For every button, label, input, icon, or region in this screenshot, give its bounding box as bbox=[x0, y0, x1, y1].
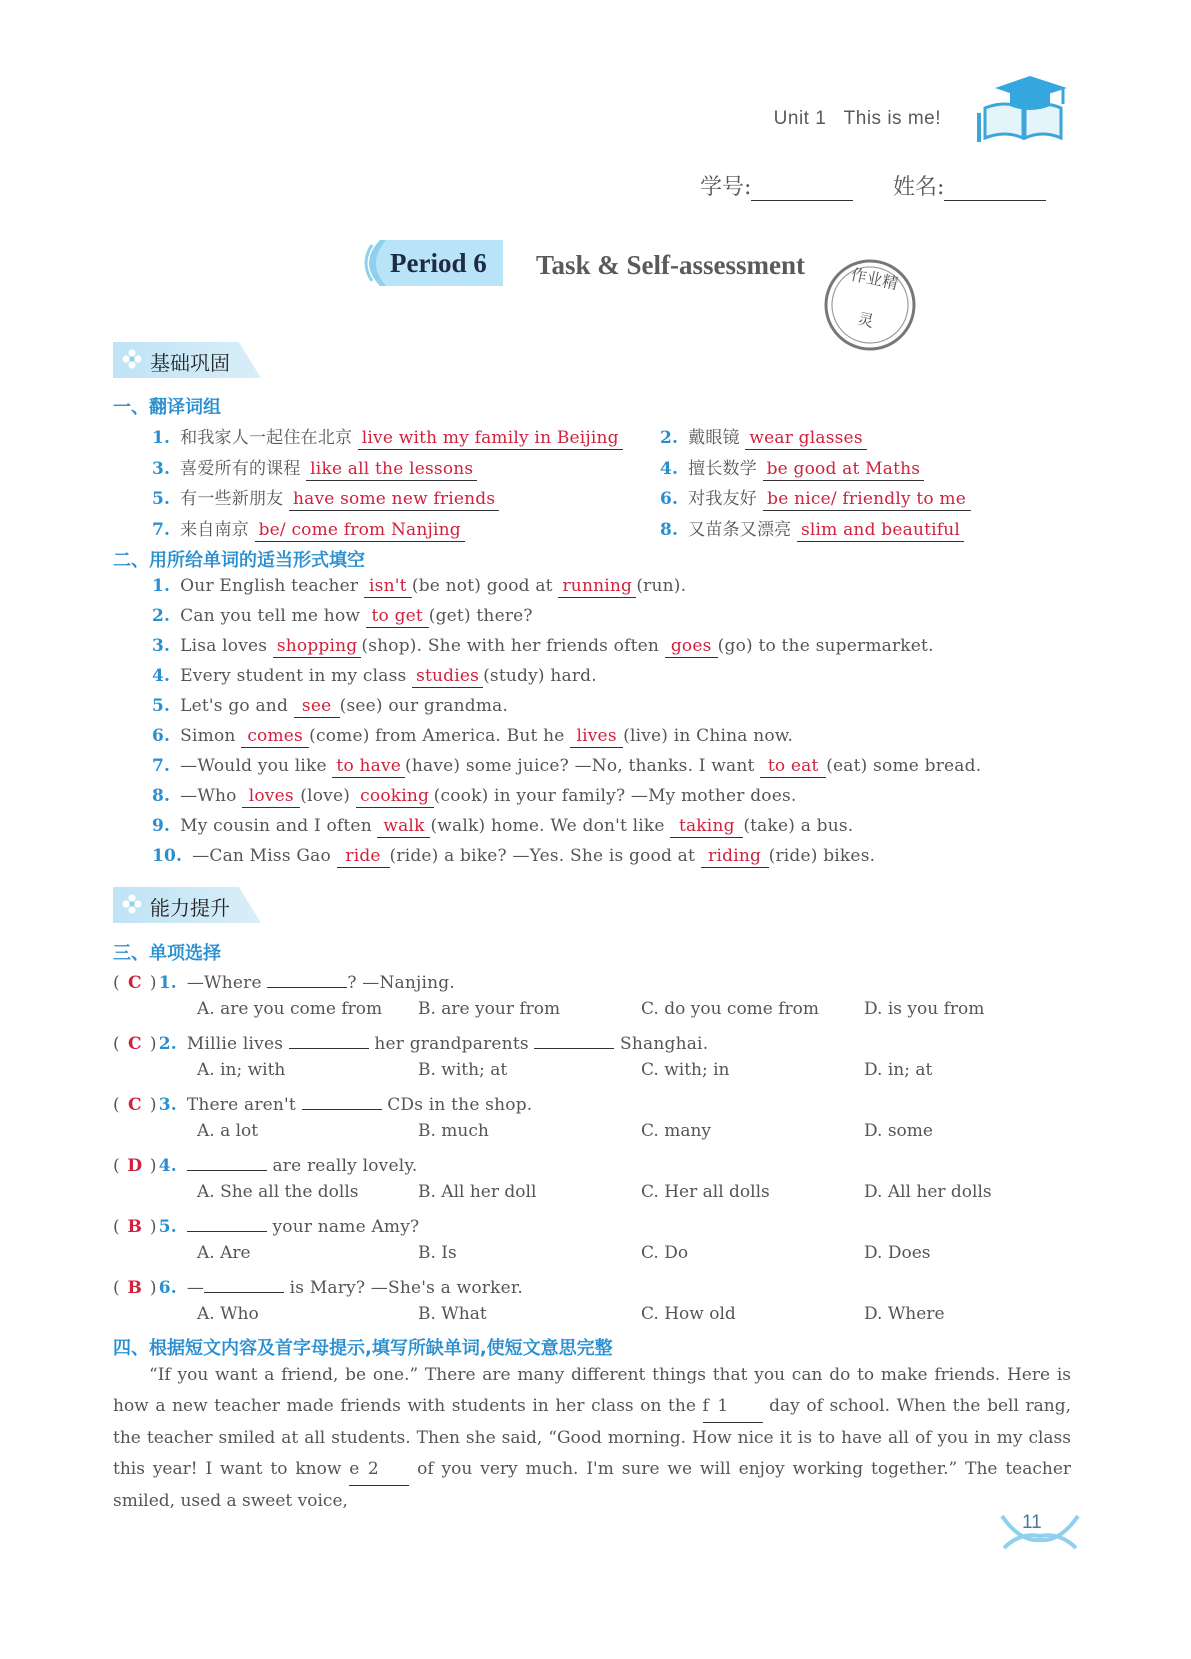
mc-blank bbox=[267, 969, 347, 988]
cross-flower-icon bbox=[121, 348, 143, 370]
mc-question: ( B ) 5. your name Amy? bbox=[113, 1213, 419, 1237]
mc-option[interactable]: A. a lot bbox=[197, 1121, 259, 1141]
unit-title: This is me! bbox=[843, 108, 941, 129]
section-banner-label: 能力提升 bbox=[150, 896, 230, 920]
period-label: Period 6 bbox=[390, 248, 487, 278]
mc-option[interactable]: C. Her all dolls bbox=[641, 1182, 770, 1202]
fill-in-question: 2. Can you tell me how to get (get) there? bbox=[152, 606, 533, 626]
translate-item: 5. 有一些新朋友 have some new friends bbox=[152, 484, 499, 511]
answer-blank[interactable]: shopping bbox=[273, 636, 362, 658]
mc-option[interactable]: D. in; at bbox=[864, 1060, 933, 1080]
mc-option[interactable]: A. Are bbox=[197, 1243, 251, 1263]
mc-option[interactable]: B. Is bbox=[418, 1243, 457, 1263]
fill-in-question: 9. My cousin and I often walk (walk) home. We don't like taking (take) a bus. bbox=[152, 816, 854, 836]
book-graduation-cap-icon bbox=[975, 68, 1075, 148]
passage-text: day of school. When the bell rang, the teacher smiled at all students. Then she said, “Good morning. How nice it is to have all of you in my class this year! I want to know bbox=[113, 1396, 1071, 1479]
answer-blank[interactable]: slim and beautiful bbox=[797, 520, 964, 542]
name-blank[interactable] bbox=[944, 178, 1046, 201]
unit-label: Unit 1 bbox=[773, 108, 827, 129]
answer-blank[interactable]: goes bbox=[665, 636, 718, 658]
mc-answer[interactable]: C bbox=[127, 973, 142, 993]
mc-blank bbox=[187, 1152, 267, 1171]
answer-blank[interactable]: wear glasses bbox=[745, 428, 866, 450]
name-label: 姓名: bbox=[893, 175, 945, 200]
mc-option[interactable]: A. in; with bbox=[197, 1060, 286, 1080]
mc-blank bbox=[302, 1091, 382, 1110]
mc-question: ( C ) 2. Millie lives her grandparents Shanghai. bbox=[113, 1030, 708, 1054]
fill-in-question: 10. —Can Miss Gao ride (ride) a bike? —Yes. She is good at riding (ride) bikes. bbox=[152, 846, 876, 866]
section-banner-label: 基础巩固 bbox=[150, 351, 230, 375]
answer-blank[interactable]: lives bbox=[570, 726, 623, 748]
answer-blank[interactable]: taking bbox=[670, 816, 743, 838]
mc-option[interactable]: C. Do bbox=[641, 1243, 689, 1263]
student-number-blank[interactable] bbox=[751, 178, 853, 201]
answer-blank[interactable]: to get bbox=[366, 606, 429, 628]
name-field bbox=[893, 170, 1046, 201]
answer-blank[interactable]: be/ come from Nanjing bbox=[255, 520, 465, 542]
mc-question: ( D ) 4. are really lovely. bbox=[113, 1152, 418, 1176]
mc-option[interactable]: A. are you come from bbox=[197, 999, 383, 1019]
fill-in-question: 5. Let's go and see (see) our grandma. bbox=[152, 696, 509, 716]
translate-item: 2. 戴眼镜 wear glasses bbox=[660, 423, 867, 450]
mc-option[interactable]: B. with; at bbox=[418, 1060, 508, 1080]
fill-in-question: 7. —Would you like to have (have) some juice? —No, thanks. I want to eat (eat) some bread. bbox=[152, 756, 982, 776]
answer-blank[interactable]: loves bbox=[242, 786, 300, 808]
answer-blank[interactable]: ride bbox=[337, 846, 390, 868]
mc-option[interactable]: A. Who bbox=[197, 1304, 259, 1324]
translate-item: 8. 又苗条又漂亮 slim and beautiful bbox=[660, 515, 964, 542]
mc-question: ( C ) 3. There aren't CDs in the shop. bbox=[113, 1091, 532, 1115]
translate-item: 3. 喜爱所有的课程 like all the lessons bbox=[152, 454, 477, 481]
answer-blank[interactable]: cooking bbox=[356, 786, 434, 808]
mc-blank bbox=[204, 1274, 284, 1293]
translate-item: 7. 来自南京 be/ come from Nanjing bbox=[152, 515, 465, 542]
answer-blank[interactable]: comes bbox=[241, 726, 309, 748]
mc-question: ( B ) 6. — is Mary? —She's a worker. bbox=[113, 1274, 523, 1298]
answer-blank[interactable]: riding bbox=[701, 846, 769, 868]
passage-text: “If you want a friend, be one.” There are many different things that you can do to make friends. Here is how a new teacher made friends with students in her class on the bbox=[113, 1365, 1071, 1416]
answer-blank[interactable]: see bbox=[294, 696, 340, 718]
section-banner-advanced bbox=[113, 887, 273, 923]
mc-blank bbox=[534, 1030, 614, 1049]
part-header-multiple-choice: 三、单项选择 bbox=[113, 943, 221, 964]
cloze-blank-1[interactable]: f 1 bbox=[703, 1391, 763, 1423]
mc-option[interactable]: C. How old bbox=[641, 1304, 736, 1324]
mc-option[interactable]: D. Does bbox=[864, 1243, 931, 1263]
fill-in-question: 6. Simon comes (come) from America. But he lives (live) in China now. bbox=[152, 726, 794, 746]
mc-option[interactable]: B. What bbox=[418, 1304, 487, 1324]
mc-answer[interactable]: D bbox=[127, 1156, 143, 1176]
answer-blank[interactable]: running bbox=[558, 576, 636, 598]
unit-header bbox=[774, 108, 941, 130]
translate-item: 6. 对我友好 be nice/ friendly to me bbox=[660, 484, 971, 511]
mc-question: ( C ) 1. —Where ? —Nanjing. bbox=[113, 969, 455, 993]
period-title: Task & Self-assessment bbox=[536, 250, 806, 280]
fill-in-question: 3. Lisa loves shopping (shop). She with her friends often goes (go) to the supermarket. bbox=[152, 636, 934, 656]
mc-option[interactable]: B. are your from bbox=[418, 999, 561, 1019]
fill-in-question: 1. Our English teacher isn't (be not) good at running (run). bbox=[152, 576, 687, 596]
answer-blank[interactable]: walk bbox=[377, 816, 430, 838]
translate-item: 4. 擅长数学 be good at Maths bbox=[660, 454, 924, 481]
section-banner-basics bbox=[113, 342, 273, 378]
mc-option[interactable]: C. with; in bbox=[641, 1060, 730, 1080]
part-header-fill-in: 二、用所给单词的适当形式填空 bbox=[113, 550, 365, 571]
mc-answer[interactable]: C bbox=[127, 1034, 142, 1054]
mc-answer[interactable]: C bbox=[127, 1095, 142, 1115]
mc-option[interactable]: D. Where bbox=[864, 1304, 945, 1324]
mc-option[interactable]: D. All her dolls bbox=[864, 1182, 992, 1202]
mc-option[interactable]: C. do you come from bbox=[641, 999, 820, 1019]
mc-answer[interactable]: B bbox=[127, 1278, 143, 1298]
stamp-text: 作业精灵 bbox=[849, 264, 900, 332]
translate-item: 1. 和我家人一起住在北京 live with my family in Beijing bbox=[152, 423, 623, 450]
part-header-cloze: 四、根据短文内容及首字母提示,填写所缺单词,使短文意思完整 bbox=[113, 1338, 613, 1359]
cloze-passage bbox=[113, 1360, 1071, 1517]
answer-blank[interactable]: be good at Maths bbox=[763, 459, 925, 481]
mc-option[interactable]: D. some bbox=[864, 1121, 933, 1141]
mc-option[interactable]: D. is you from bbox=[864, 999, 985, 1019]
cloze-blank-2[interactable]: e 2 bbox=[349, 1454, 409, 1486]
mc-option[interactable]: B. much bbox=[418, 1121, 489, 1141]
answer-blank[interactable]: to eat bbox=[760, 756, 826, 778]
mc-option[interactable]: A. She all the dolls bbox=[197, 1182, 359, 1202]
fill-in-question: 4. Every student in my class studies (study) hard. bbox=[152, 666, 597, 686]
answer-blank[interactable]: to have bbox=[332, 756, 405, 778]
mc-blank bbox=[187, 1213, 267, 1232]
passage-text: of you very much. I'm sure we will enjoy working together.” The teacher smiled, used a sweet voice, bbox=[113, 1459, 1072, 1511]
answer-blank[interactable]: live with my family in Beijing bbox=[358, 428, 623, 450]
mc-option[interactable]: C. many bbox=[641, 1121, 712, 1141]
answer-blank[interactable]: like all the lessons bbox=[306, 459, 477, 481]
answer-blank[interactable]: isn't bbox=[364, 576, 412, 598]
answer-blank[interactable]: studies bbox=[412, 666, 483, 688]
mc-blank bbox=[289, 1030, 369, 1049]
page-number: 11 bbox=[1022, 1512, 1042, 1533]
mc-answer[interactable]: B bbox=[127, 1217, 143, 1237]
fill-in-question: 8. —Who loves (love) cooking (cook) in your family? —My mother does. bbox=[152, 786, 797, 806]
answer-blank[interactable]: have some new friends bbox=[289, 489, 499, 511]
mc-option[interactable]: B. All her doll bbox=[418, 1182, 537, 1202]
student-number-field bbox=[700, 170, 853, 201]
part-header-translate: 一、翻译词组 bbox=[113, 397, 221, 418]
student-number-label: 学号: bbox=[700, 175, 752, 200]
cross-flower-icon bbox=[121, 893, 143, 915]
answer-blank[interactable]: be nice/ friendly to me bbox=[763, 489, 971, 511]
